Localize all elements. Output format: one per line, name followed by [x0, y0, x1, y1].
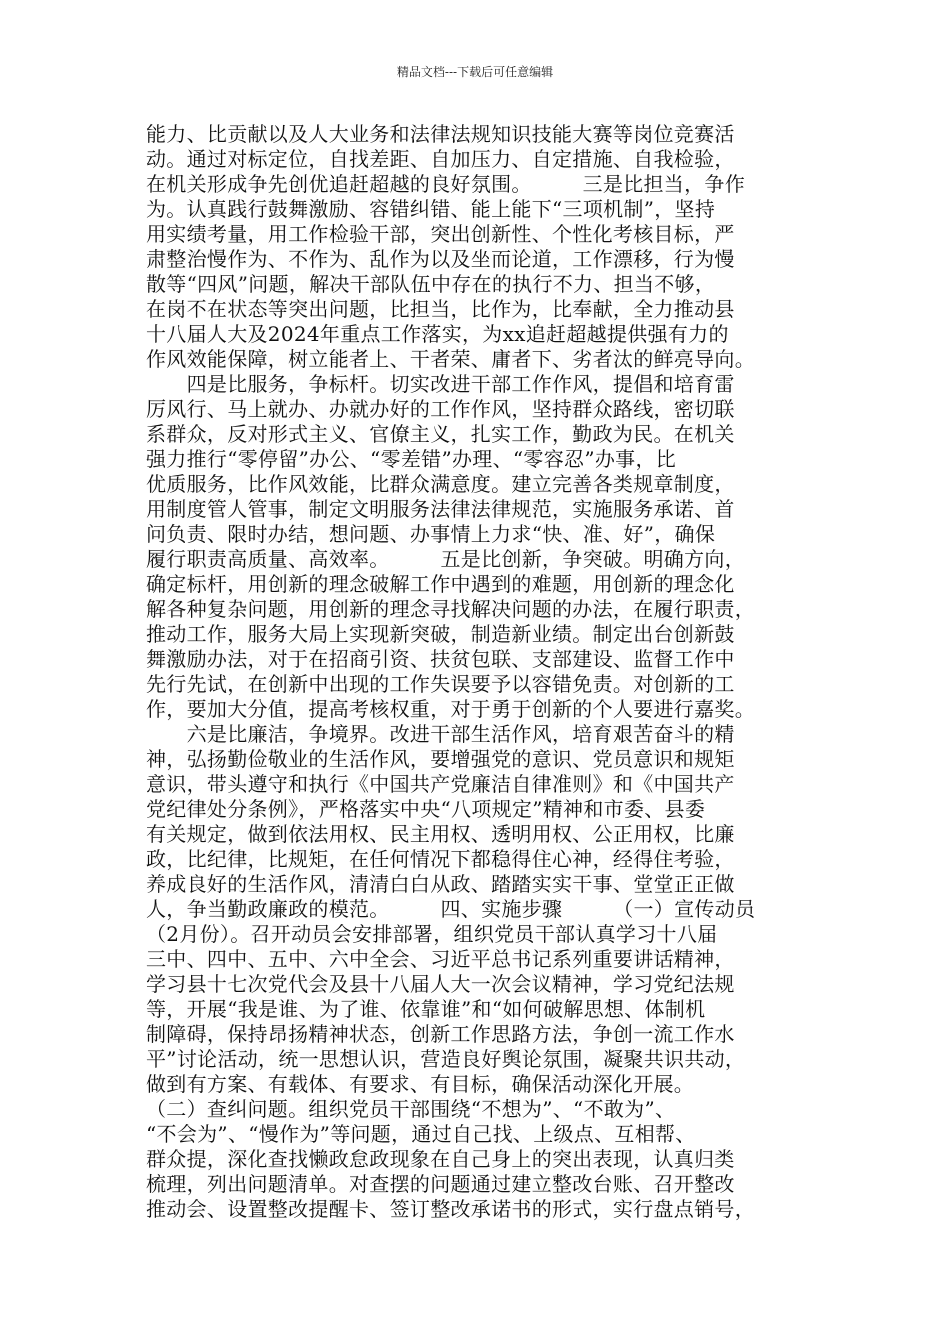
body-line: 优质服务，比作风效能，比群众满意度。建立完善各类规章制度，: [146, 472, 735, 496]
body-line: 制障碍，保持昂扬精神状态，创新工作思路方法，争创一流工作水: [146, 1022, 735, 1046]
body-line: 人，争当勤政廉政的模范。 四、实施步骤 （一）宣传动员: [146, 897, 756, 921]
body-line: 履行职责高质量、高效率。 五是比创新，争突破。明确方向，: [146, 547, 745, 571]
body-line: 作风效能保障，树立能者上、干者荣、庸者下、劣者汰的鲜亮导向。: [146, 347, 755, 371]
body-line: 动。通过对标定位，自找差距、自加压力、自定措施、自我检验，: [146, 147, 735, 171]
body-line: 散等“四风”问题，解决干部队伍中存在的执行不力、担当不够，: [146, 272, 716, 296]
body-line: 意识，带头遵守和执行《中国共产党廉洁自律准则》和《中国共产: [146, 772, 735, 796]
body-line: 用实绩考量，用工作检验干部，突出创新性、个性化考核目标，严: [146, 222, 735, 246]
body-line: 三中、四中、五中、六中全会、习近平总书记系列重要讲话精神，: [146, 947, 735, 971]
body-line: 群众提，深化查找懒政怠政现象在自己身上的突出表现，认真归类: [146, 1147, 735, 1171]
page-header: 精品文档---下载后可任意编辑: [396, 65, 554, 79]
body-line: 学习县十七次党代会及县十八届人大一次会议精神，学习党纪法规: [146, 972, 735, 996]
body-line: 梳理，列出问题清单。对查摆的问题通过建立整改台账、召开整改: [146, 1172, 735, 1196]
body-line: 在机关形成争先创优追赶超越的良好氛围。 三是比担当，争作: [146, 172, 745, 196]
body-line: 六是比廉洁，争境界。改进干部生活作风，培育艰苦奋斗的精: [146, 722, 735, 746]
body-line: 推动工作，服务大局上实现新突破，制造新业绩。制定出台创新鼓: [146, 622, 735, 646]
document-body: [146, 122, 818, 1222]
body-line: 为。认真践行鼓舞激励、容错纠错、能上能下“三项机制”，坚持: [146, 197, 716, 221]
body-line: 问负责、限时办结，想问题、办事情上力求“快、准、好”，确保: [146, 522, 716, 546]
body-line: （2月份）。召开动员会安排部署，组织党员干部认真学习十八届: [146, 922, 718, 946]
body-line: 党纪律处分条例》，严格落实中央“八项规定”精神和市委、县委: [146, 797, 706, 821]
body-line: 在岗不在状态等突出问题，比担当，比作为，比奉献，全力推动县: [146, 297, 735, 321]
body-line: 强力推行“零停留”办公、“零差错”办理、“零容忍”办事，比: [146, 447, 677, 471]
body-line: 先行先试，在创新中出现的工作失误要予以容错免责。对创新的工: [146, 672, 735, 696]
body-line: 政，比纪律，比规矩，在任何情况下都稳得住心神，经得住考验，: [146, 847, 735, 871]
body-line: 厉风行、马上就办、办就办好的工作作风，坚持群众路线，密切联: [146, 397, 735, 421]
body-line: 做到有方案、有载体、有要求、有目标，确保活动深化开展。: [146, 1072, 695, 1096]
body-line: 确定标杆，用创新的理念破解工作中遇到的难题，用创新的理念化: [146, 572, 735, 596]
body-line: 系群众，反对形式主义、官僚主义，扎实工作，勤政为民。在机关: [146, 422, 735, 446]
body-line: 舞激励办法，对于在招商引资、扶贫包联、支部建设、监督工作中: [146, 647, 735, 671]
body-line: 养成良好的生活作风，清清白白从政、踏踏实实干事、堂堂正正做: [146, 872, 735, 896]
body-line: “不会为”、“慢作为”等问题，通过自己找、上级点、互相帮、: [146, 1122, 696, 1146]
body-line: 平”讨论活动，统一思想认识，营造良好舆论氛围，凝聚共识共动，: [146, 1047, 746, 1071]
body-line: 用制度管人管事，制定文明服务法律法律规范，实施服务承诺、首: [146, 497, 735, 521]
body-line: 推动会、设置整改提醒卡、签订整改承诺书的形式，实行盘点销号，: [146, 1197, 755, 1221]
body-line: 神，弘扬勤俭敬业的生活作风，要增强党的意识、党员意识和规矩: [146, 747, 735, 771]
body-line: 等，开展“我是谁、为了谁、依靠谁”和“如何破解思想、体制机: [146, 997, 706, 1021]
body-line: 四是比服务，争标杆。切实改进干部工作作风，提倡和培育雷: [146, 372, 735, 396]
body-line: 作，要加大分值，提高考核权重，对于勇于创新的个人要进行嘉奖。: [146, 697, 755, 721]
body-line: 解各种复杂问题，用创新的理念寻找解决问题的办法，在履行职责，: [146, 597, 755, 621]
body-line: 能力、比贡献以及人大业务和法律法规知识技能大赛等岗位竞赛活: [146, 122, 735, 146]
body-line: 十八届人大及2024年重点工作落实，为xx追赶超越提供强有力的: [146, 322, 729, 346]
body-line: 有关规定，做到依法用权、民主用权、透明用权、公正用权，比廉: [146, 822, 735, 846]
body-line: （二）查纠问题。组织党员干部围绕“不想为”、“不敢为”、: [146, 1097, 676, 1121]
body-line: 肃整治慢作为、不作为、乱作为以及坐而论道，工作漂移，行为慢: [146, 247, 735, 271]
